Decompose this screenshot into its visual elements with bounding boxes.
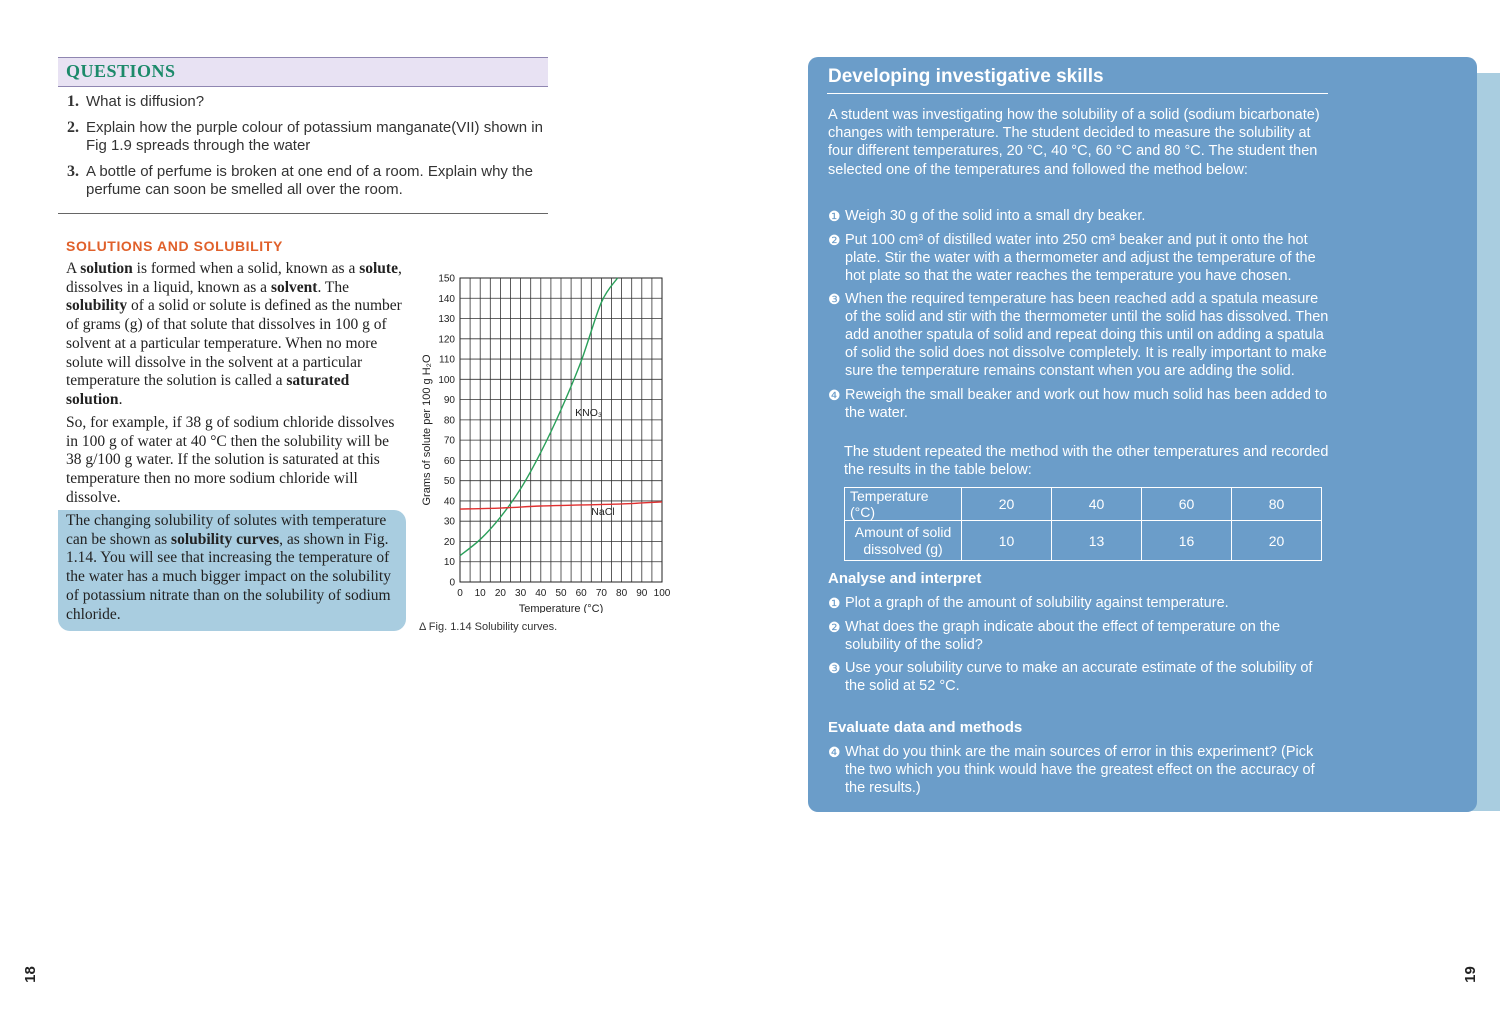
solubility-chart-svg bbox=[412, 268, 682, 613]
step-text: Reweigh the small beaker and work out how much solid has been added to the water. bbox=[845, 386, 1328, 421]
text-run: The changing solubility of solutes with temperature can be shown as bbox=[66, 512, 387, 548]
analyse-list bbox=[828, 594, 1330, 701]
y-tick-label: 80 bbox=[443, 415, 455, 427]
text-run: . bbox=[118, 390, 123, 408]
table-cell: 13 bbox=[1052, 521, 1142, 561]
y-tick-label: 120 bbox=[438, 334, 455, 346]
evaluate-heading: Evaluate data and methods bbox=[828, 719, 1023, 736]
question-number: 2. bbox=[67, 118, 79, 136]
x-tick-label: 10 bbox=[474, 588, 486, 599]
step-number: ❶ bbox=[828, 208, 841, 224]
step-text: Plot a graph of the amount of solubility against temperature. bbox=[845, 595, 1229, 611]
y-tick-label: 20 bbox=[443, 536, 455, 548]
evaluate-item bbox=[828, 743, 1330, 797]
method-step bbox=[828, 207, 1330, 225]
x-tick-label: 0 bbox=[457, 588, 463, 599]
step-text: Put 100 cm³ of distilled water into 250 cm³ beaker and put it onto the hot plate. Stir the water with a thermometer and adjust the temperature of the hot plate so that the water reaches the temperature you have chosen. bbox=[845, 231, 1316, 284]
question-item bbox=[67, 93, 548, 112]
question-item bbox=[67, 119, 548, 156]
x-tick-label: 100 bbox=[653, 588, 671, 599]
x-axis-label: Temperature (°C) bbox=[518, 603, 604, 613]
x-tick-label: 60 bbox=[575, 588, 587, 599]
question-text: Explain how the purple colour of potassium manganate(VII) shown in Fig 1.9 spreads through the water bbox=[86, 118, 543, 154]
bold-term: solution bbox=[80, 260, 133, 277]
method-step bbox=[828, 231, 1330, 285]
solutions-paragraph-2: So, for example, if 38 g of sodium chloride dissolves in 100 g of water at 40 °C then the solubility will be 38 g/100 g water. If the solution is saturated at this temperature then no more sodium chloride will dissolve. bbox=[66, 414, 395, 506]
table-cell: 10 bbox=[962, 521, 1052, 561]
x-tick-label: 70 bbox=[595, 588, 607, 599]
series-label: NaCl bbox=[591, 506, 615, 519]
y-tick-label: 0 bbox=[449, 577, 455, 589]
x-tick-label: 20 bbox=[494, 588, 506, 599]
y-tick-label: 110 bbox=[439, 354, 455, 366]
question-text: A bottle of perfume is broken at one end of a room. Explain why the perfume can soon be smelled all over the room. bbox=[86, 162, 533, 198]
y-tick-label: 100 bbox=[438, 374, 455, 386]
skills-panel bbox=[808, 57, 1477, 812]
x-tick-label: 80 bbox=[616, 588, 628, 599]
y-tick-label: 50 bbox=[443, 476, 455, 488]
analyse-item bbox=[828, 618, 1330, 654]
question-number: 3. bbox=[67, 162, 79, 180]
analyse-heading: Analyse and interpret bbox=[828, 570, 982, 587]
skills-intro: A student was investigating how the solubility of a solid (sodium bicarbonate) changes with temperature. The student decided to measure the solubility at four different temperatures, 20 °C, 40 °C, 60 °C and 80 °C. The student then selected one of the temperatures and followed the method below: bbox=[828, 107, 1320, 178]
step-number: ❹ bbox=[828, 744, 841, 760]
solubility-callout bbox=[58, 510, 406, 631]
evaluate-list bbox=[828, 743, 1330, 803]
question-item bbox=[67, 163, 548, 200]
y-tick-label: 10 bbox=[443, 557, 455, 569]
question-text: What is diffusion? bbox=[86, 93, 205, 110]
y-tick-label: 90 bbox=[443, 395, 455, 407]
method-steps bbox=[828, 207, 1330, 427]
y-tick-label: 130 bbox=[438, 314, 455, 326]
table-row bbox=[845, 521, 1322, 561]
x-tick-label: 90 bbox=[636, 588, 648, 599]
page-number-left: 18 bbox=[21, 966, 39, 983]
bold-term: solubility curves bbox=[171, 530, 280, 548]
table-row-label: Amount of solid dissolved (g) bbox=[845, 521, 962, 561]
step-text: Weigh 30 g of the solid into a small dry beaker. bbox=[845, 208, 1146, 224]
table-cell: 20 bbox=[962, 488, 1052, 521]
bold-term: saturated solution bbox=[66, 372, 350, 408]
y-tick-label: 30 bbox=[443, 516, 455, 528]
step-text: Use your solubility curve to make an accurate estimate of the solubility of the solid at 52 °C. bbox=[845, 660, 1313, 694]
y-tick-label: 40 bbox=[443, 496, 455, 508]
table-cell: 16 bbox=[1142, 521, 1232, 561]
step-number: ❷ bbox=[828, 618, 841, 635]
title-divider bbox=[827, 93, 1328, 94]
step-number: ❸ bbox=[828, 291, 841, 307]
table-cell: 60 bbox=[1142, 488, 1232, 521]
questions-box bbox=[58, 57, 548, 214]
questions-header bbox=[58, 57, 548, 87]
text-run: . The bbox=[317, 278, 350, 296]
analyse-item bbox=[828, 659, 1330, 695]
x-tick-label: 30 bbox=[515, 588, 527, 599]
skills-title: Developing investigative skills bbox=[828, 66, 1104, 87]
x-tick-label: 50 bbox=[555, 588, 567, 599]
questions-title: QUESTIONS bbox=[66, 61, 176, 81]
text-run: , as shown in Fig. 1.14. You will see that increasing the temperature of the water has a much bigger impact on the solubility of potassium nitrate than on the solubility of sodium chloride. bbox=[66, 530, 391, 623]
step-number: ❶ bbox=[828, 595, 841, 611]
text-run: A bbox=[66, 260, 81, 277]
table-row bbox=[845, 488, 1322, 521]
results-table bbox=[844, 487, 1322, 561]
y-tick-label: 70 bbox=[443, 435, 455, 447]
analyse-item bbox=[828, 594, 1330, 612]
bold-term: solubility bbox=[66, 297, 128, 315]
solutions-paragraph-1 bbox=[66, 260, 404, 410]
bold-term: solvent bbox=[270, 278, 318, 296]
step-text: What does the graph indicate about the effect of temperature on the solubility of the solid? bbox=[845, 618, 1281, 653]
text-run: is formed when a solid, known as a bbox=[132, 260, 360, 277]
step-number: ❹ bbox=[828, 386, 841, 403]
text-run: , dissolves in a liquid, known as a bbox=[66, 260, 402, 296]
bold-term: solute bbox=[359, 260, 398, 277]
page-number-right: 19 bbox=[1461, 966, 1479, 983]
table-row-label: Temperature (°C) bbox=[845, 488, 962, 521]
step-text: When the required temperature has been reached add a spatula measure of the solid and stir with the thermometer until the solid has dissolved. Then add another spatula of solid and repeat doing this until on adding a spatula of solid the solid does not dissolve completely. It is really important to make sure the temperature remains constant when you are adding the solid. bbox=[845, 291, 1329, 379]
table-cell: 40 bbox=[1052, 488, 1142, 521]
text-run: of a solid or solute is defined as the number of grams (g) of that solute that dissolves in 100 g of solvent at a particular temperature. When no more solute will dissolve in the solvent at a particular temperature the solution is called a bbox=[66, 297, 402, 390]
y-tick-label: 60 bbox=[443, 455, 455, 467]
series-label: KNO₃ bbox=[575, 406, 603, 419]
question-number: 1. bbox=[67, 93, 79, 110]
method-step bbox=[828, 290, 1330, 380]
figure-caption: Δ Fig. 1.14 Solubility curves. bbox=[419, 621, 558, 633]
step-number: ❸ bbox=[828, 660, 841, 676]
y-tick-label: 150 bbox=[438, 273, 455, 285]
repeat-text: The student repeated the method with the other temperatures and recorded the results in the table below: bbox=[844, 444, 1329, 479]
solubility-chart bbox=[412, 268, 682, 613]
questions-list bbox=[58, 87, 548, 214]
step-text: What do you think are the main sources of error in this experiment? (Pick the two which you think would have the greatest effect on the accuracy of the results.) bbox=[845, 744, 1315, 796]
y-axis-label: Grams of solute per 100 g H₂O bbox=[421, 354, 433, 506]
y-tick-label: 140 bbox=[438, 293, 455, 305]
step-number: ❷ bbox=[828, 231, 841, 248]
section-title: SOLUTIONS AND SOLUBILITY bbox=[66, 238, 283, 254]
method-step bbox=[828, 386, 1330, 422]
table-cell: 20 bbox=[1232, 521, 1322, 561]
x-tick-label: 40 bbox=[535, 588, 547, 599]
table-cell: 80 bbox=[1232, 488, 1322, 521]
